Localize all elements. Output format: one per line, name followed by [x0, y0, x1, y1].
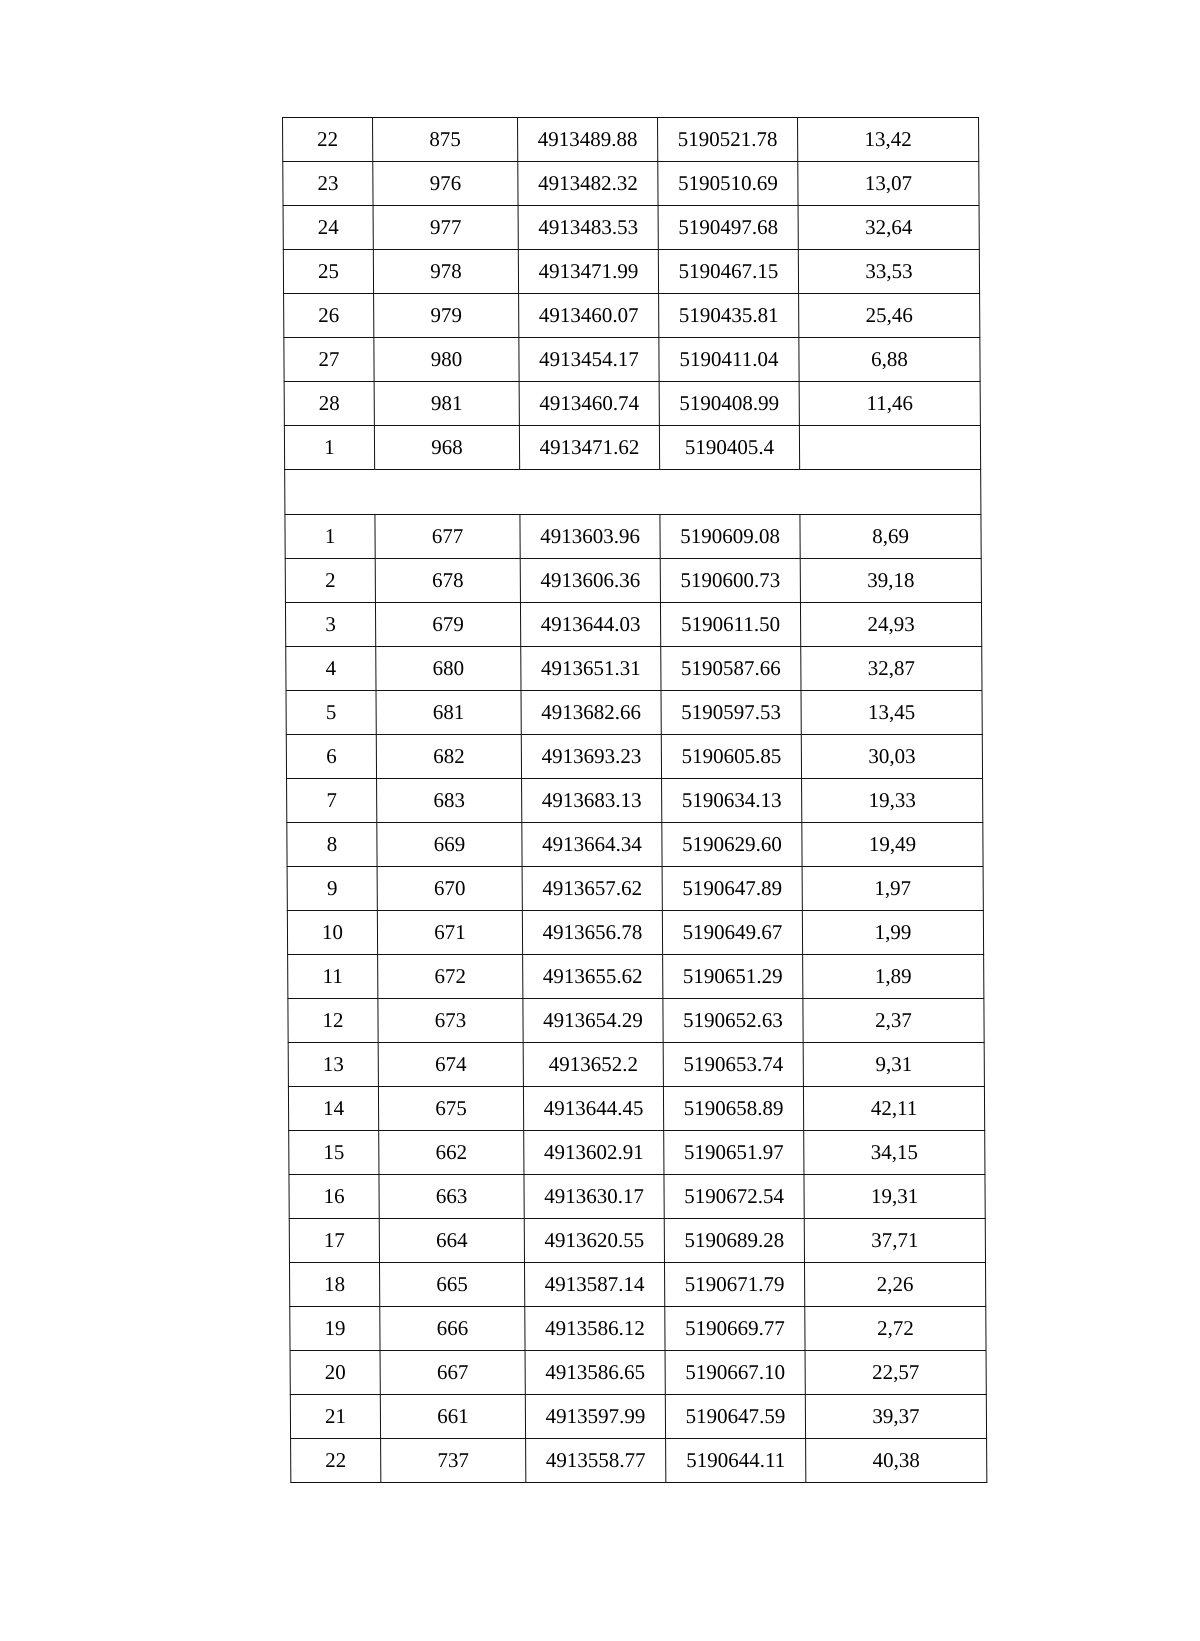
distance-cell: 24,93 — [800, 603, 981, 647]
y-coordinate-cell: 5190435.81 — [659, 294, 799, 338]
table-row — [287, 911, 983, 955]
point-number-cell: 11 — [288, 955, 378, 999]
table-row — [288, 999, 984, 1043]
point-id-cell: 662 — [379, 1131, 524, 1175]
point-number-cell: 1 — [285, 515, 375, 559]
distance-cell: 22,57 — [805, 1351, 986, 1395]
table-row — [290, 1307, 986, 1351]
distance-cell: 1,97 — [802, 867, 983, 911]
point-id-cell: 978 — [373, 250, 518, 294]
distance-cell: 9,31 — [803, 1043, 984, 1087]
point-number-cell: 26 — [284, 294, 374, 338]
point-id-cell: 677 — [375, 515, 520, 559]
distance-cell: 11,46 — [799, 382, 980, 426]
x-coordinate-cell: 4913597.99 — [525, 1395, 665, 1439]
x-coordinate-cell: 4913558.77 — [526, 1439, 666, 1483]
point-number-cell: 16 — [289, 1175, 379, 1219]
point-id-cell: 681 — [376, 691, 521, 735]
y-coordinate-cell: 5190587.66 — [661, 647, 801, 691]
table-row — [283, 206, 979, 250]
point-id-cell: 976 — [373, 162, 518, 206]
distance-cell: 19,33 — [802, 779, 983, 823]
point-id-cell: 665 — [379, 1263, 524, 1307]
x-coordinate-cell: 4913657.62 — [522, 867, 662, 911]
x-coordinate-cell: 4913652.2 — [523, 1043, 663, 1087]
x-coordinate-cell: 4913482.32 — [518, 162, 658, 206]
point-id-cell: 664 — [379, 1219, 524, 1263]
point-id-cell: 661 — [380, 1395, 525, 1439]
table-row — [284, 426, 980, 470]
x-coordinate-cell: 4913693.23 — [521, 735, 661, 779]
x-coordinate-cell: 4913587.14 — [524, 1263, 664, 1307]
point-id-cell: 667 — [380, 1351, 525, 1395]
point-id-cell: 979 — [374, 294, 519, 338]
distance-cell: 37,71 — [804, 1219, 985, 1263]
distance-cell: 30,03 — [801, 735, 982, 779]
table-row — [286, 735, 982, 779]
point-number-cell: 17 — [289, 1219, 379, 1263]
point-id-cell: 737 — [381, 1439, 526, 1483]
x-coordinate-cell: 4913656.78 — [522, 911, 662, 955]
point-number-cell: 9 — [287, 867, 377, 911]
table-row — [283, 118, 979, 162]
table-row — [289, 1131, 985, 1175]
point-id-cell: 968 — [374, 426, 519, 470]
y-coordinate-cell: 5190408.99 — [659, 382, 799, 426]
point-number-cell: 25 — [283, 250, 373, 294]
distance-cell: 1,99 — [802, 911, 983, 955]
x-coordinate-cell: 4913682.66 — [521, 691, 661, 735]
point-number-cell: 18 — [289, 1263, 379, 1307]
distance-cell: 42,11 — [803, 1087, 984, 1131]
x-coordinate-cell: 4913460.74 — [519, 382, 659, 426]
distance-cell: 13,07 — [798, 162, 979, 206]
point-number-cell: 4 — [286, 647, 376, 691]
table-row — [290, 1395, 986, 1439]
distance-cell: 19,49 — [802, 823, 983, 867]
point-number-cell: 21 — [290, 1395, 380, 1439]
table-row — [283, 162, 979, 206]
coordinates-table — [282, 117, 987, 1483]
distance-cell: 34,15 — [804, 1131, 985, 1175]
y-coordinate-cell: 5190653.74 — [663, 1043, 803, 1087]
x-coordinate-cell: 4913586.65 — [525, 1351, 665, 1395]
point-id-cell: 678 — [375, 559, 520, 603]
point-number-cell: 15 — [289, 1131, 379, 1175]
distance-cell: 33,53 — [798, 250, 979, 294]
y-coordinate-cell: 5190609.08 — [660, 515, 800, 559]
table-row — [283, 250, 979, 294]
x-coordinate-cell: 4913644.03 — [520, 603, 660, 647]
point-number-cell: 14 — [288, 1087, 378, 1131]
distance-cell: 1,89 — [803, 955, 984, 999]
y-coordinate-cell: 5190597.53 — [661, 691, 801, 735]
point-id-cell: 670 — [377, 867, 522, 911]
x-coordinate-cell: 4913602.91 — [524, 1131, 664, 1175]
point-number-cell: 5 — [286, 691, 376, 735]
separator-row — [285, 470, 981, 515]
y-coordinate-cell: 5190647.89 — [662, 867, 802, 911]
y-coordinate-cell: 5190669.77 — [665, 1307, 805, 1351]
point-number-cell: 24 — [283, 206, 373, 250]
point-number-cell: 8 — [287, 823, 377, 867]
table-row — [288, 1043, 984, 1087]
y-coordinate-cell: 5190658.89 — [663, 1087, 803, 1131]
table-row — [286, 647, 982, 691]
y-coordinate-cell: 5190671.79 — [664, 1263, 804, 1307]
table-row — [289, 1175, 985, 1219]
distance-cell: 8,69 — [800, 515, 981, 559]
table-row — [284, 338, 980, 382]
x-coordinate-cell: 4913606.36 — [520, 559, 660, 603]
point-id-cell: 674 — [378, 1043, 523, 1087]
point-number-cell: 23 — [283, 162, 373, 206]
y-coordinate-cell: 5190651.97 — [664, 1131, 804, 1175]
point-number-cell: 22 — [283, 118, 373, 162]
distance-cell: 2,72 — [805, 1307, 986, 1351]
y-coordinate-cell: 5190405.4 — [659, 426, 799, 470]
point-id-cell: 875 — [373, 118, 518, 162]
x-coordinate-cell: 4913620.55 — [524, 1219, 664, 1263]
x-coordinate-cell: 4913654.29 — [523, 999, 663, 1043]
distance-cell: 32,87 — [801, 647, 982, 691]
x-coordinate-cell: 4913603.96 — [520, 515, 660, 559]
table-row — [285, 603, 981, 647]
point-id-cell: 679 — [375, 603, 520, 647]
y-coordinate-cell: 5190605.85 — [661, 735, 801, 779]
y-coordinate-cell: 5190497.68 — [658, 206, 798, 250]
x-coordinate-cell: 4913655.62 — [523, 955, 663, 999]
y-coordinate-cell: 5190510.69 — [658, 162, 798, 206]
table-row — [287, 867, 983, 911]
point-number-cell: 22 — [291, 1439, 381, 1483]
point-id-cell: 666 — [380, 1307, 525, 1351]
distance-cell: 32,64 — [798, 206, 979, 250]
y-coordinate-cell: 5190634.13 — [662, 779, 802, 823]
x-coordinate-cell: 4913489.88 — [518, 118, 658, 162]
point-id-cell: 977 — [373, 206, 518, 250]
table-row — [286, 691, 982, 735]
x-coordinate-cell: 4913471.62 — [519, 426, 659, 470]
table-row — [287, 823, 983, 867]
distance-cell: 40,38 — [806, 1439, 987, 1483]
distance-cell: 25,46 — [799, 294, 980, 338]
x-coordinate-cell: 4913630.17 — [524, 1175, 664, 1219]
point-number-cell: 27 — [284, 338, 374, 382]
x-coordinate-cell: 4913483.53 — [518, 206, 658, 250]
table-row — [284, 294, 980, 338]
distance-cell: 2,37 — [803, 999, 984, 1043]
point-number-cell: 28 — [284, 382, 374, 426]
y-coordinate-cell: 5190467.15 — [658, 250, 798, 294]
table-row — [287, 779, 983, 823]
table-row — [284, 382, 980, 426]
y-coordinate-cell: 5190611.50 — [660, 603, 800, 647]
point-id-cell: 683 — [377, 779, 522, 823]
point-id-cell: 671 — [377, 911, 522, 955]
y-coordinate-cell: 5190644.11 — [666, 1439, 806, 1483]
table-row — [291, 1439, 987, 1483]
point-id-cell: 663 — [379, 1175, 524, 1219]
y-coordinate-cell: 5190651.29 — [663, 955, 803, 999]
point-number-cell: 6 — [286, 735, 376, 779]
distance-cell: 6,88 — [799, 338, 980, 382]
table-row — [285, 515, 981, 559]
distance-cell — [799, 426, 980, 470]
distance-cell: 19,31 — [804, 1175, 985, 1219]
point-id-cell: 980 — [374, 338, 519, 382]
x-coordinate-cell: 4913664.34 — [522, 823, 662, 867]
point-id-cell: 669 — [377, 823, 522, 867]
point-number-cell: 13 — [288, 1043, 378, 1087]
y-coordinate-cell: 5190629.60 — [662, 823, 802, 867]
distance-cell: 13,42 — [798, 118, 979, 162]
x-coordinate-cell: 4913651.31 — [521, 647, 661, 691]
table-row — [285, 559, 981, 603]
y-coordinate-cell: 5190411.04 — [659, 338, 799, 382]
point-number-cell: 20 — [290, 1351, 380, 1395]
distance-cell: 39,18 — [800, 559, 981, 603]
y-coordinate-cell: 5190647.59 — [665, 1395, 805, 1439]
point-number-cell: 10 — [287, 911, 377, 955]
x-coordinate-cell: 4913460.07 — [519, 294, 659, 338]
x-coordinate-cell: 4913471.99 — [518, 250, 658, 294]
table-row — [288, 1087, 984, 1131]
y-coordinate-cell: 5190649.67 — [662, 911, 802, 955]
distance-cell: 39,37 — [805, 1395, 986, 1439]
point-number-cell: 3 — [285, 603, 375, 647]
distance-cell: 2,26 — [804, 1263, 985, 1307]
separator-cell — [285, 470, 981, 515]
point-id-cell: 673 — [378, 999, 523, 1043]
x-coordinate-cell: 4913644.45 — [523, 1087, 663, 1131]
y-coordinate-cell: 5190652.63 — [663, 999, 803, 1043]
point-number-cell: 12 — [288, 999, 378, 1043]
table-row — [290, 1351, 986, 1395]
point-id-cell: 675 — [378, 1087, 523, 1131]
y-coordinate-cell: 5190600.73 — [660, 559, 800, 603]
x-coordinate-cell: 4913454.17 — [519, 338, 659, 382]
point-id-cell: 682 — [376, 735, 521, 779]
point-id-cell: 672 — [378, 955, 523, 999]
table-row — [288, 955, 984, 999]
x-coordinate-cell: 4913586.12 — [525, 1307, 665, 1351]
y-coordinate-cell: 5190521.78 — [658, 118, 798, 162]
distance-cell: 13,45 — [801, 691, 982, 735]
y-coordinate-cell: 5190672.54 — [664, 1175, 804, 1219]
y-coordinate-cell: 5190667.10 — [665, 1351, 805, 1395]
point-number-cell: 7 — [287, 779, 377, 823]
x-coordinate-cell: 4913683.13 — [522, 779, 662, 823]
y-coordinate-cell: 5190689.28 — [664, 1219, 804, 1263]
point-number-cell: 2 — [285, 559, 375, 603]
table-row — [289, 1263, 985, 1307]
table-row — [289, 1219, 985, 1263]
point-id-cell: 981 — [374, 382, 519, 426]
coordinates-sheet — [282, 117, 986, 1483]
point-number-cell: 19 — [290, 1307, 380, 1351]
point-id-cell: 680 — [376, 647, 521, 691]
point-number-cell: 1 — [284, 426, 374, 470]
